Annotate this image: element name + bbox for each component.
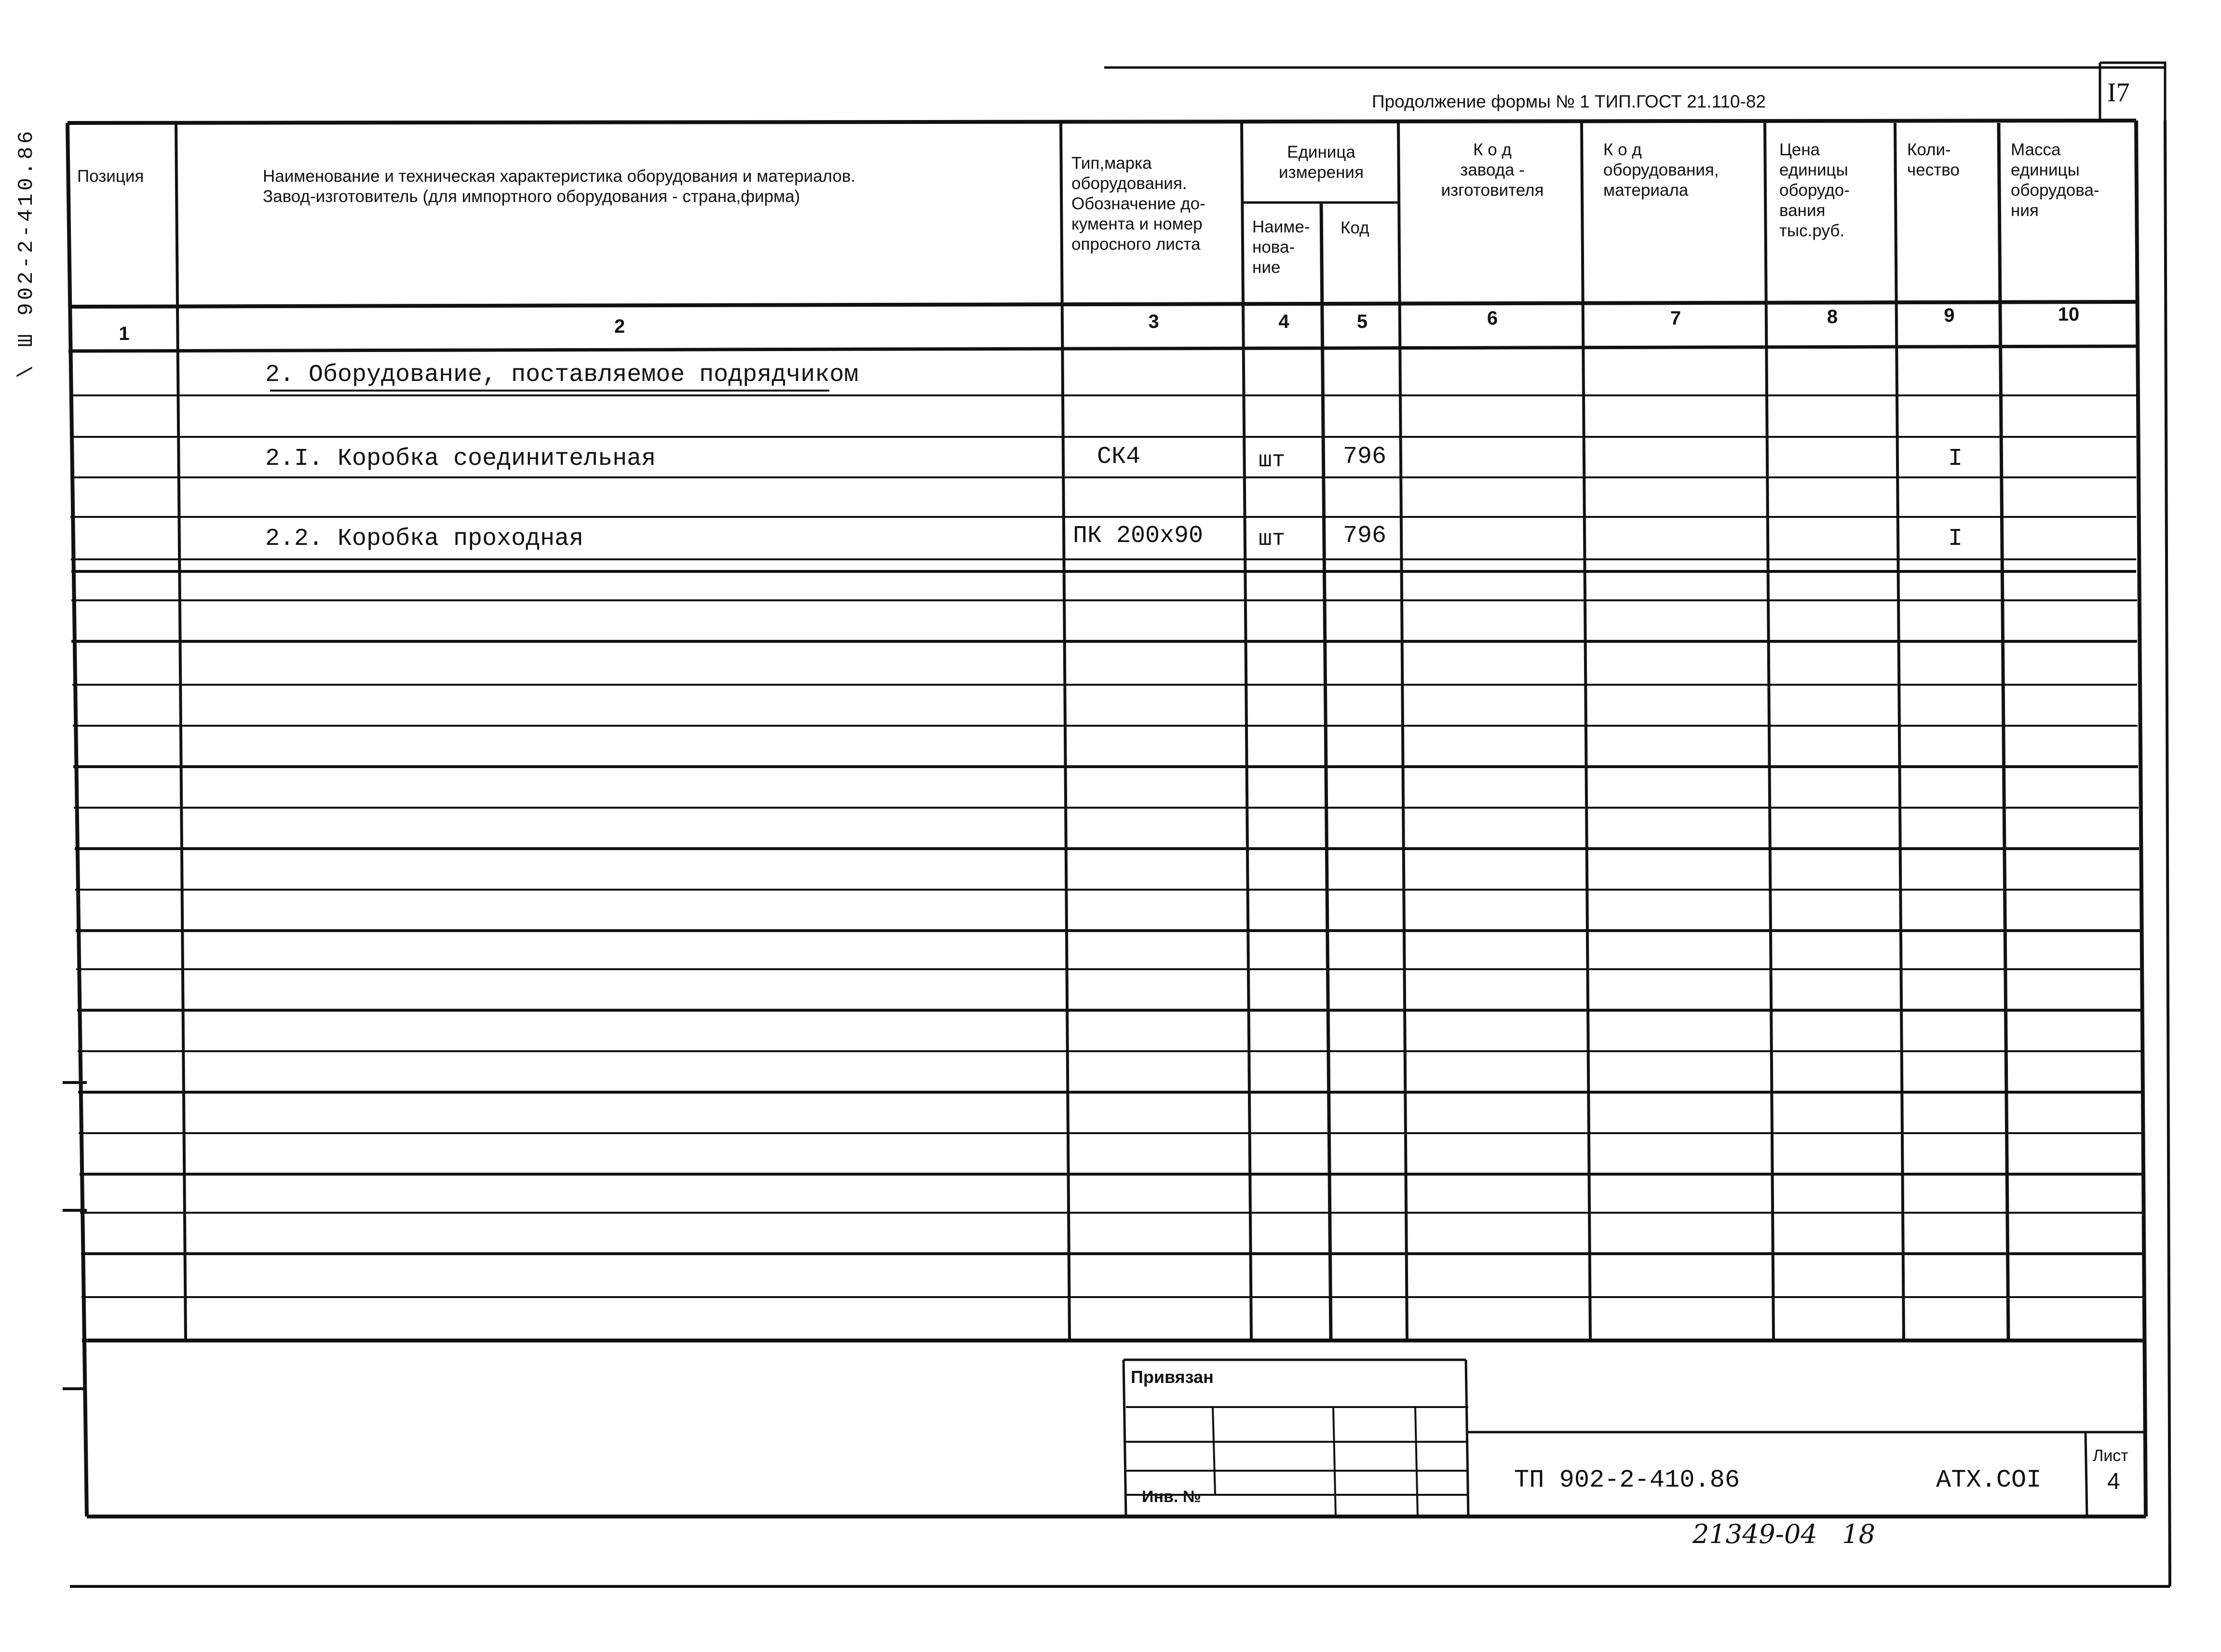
row-2-1-quantity: I — [1948, 445, 1963, 473]
stamp-inventory-label: Инв. № — [1142, 1488, 1201, 1506]
handwritten-archive-number: 21349-04 18 — [1693, 1519, 1875, 1549]
row-2-1-type: СК4 — [1097, 443, 1141, 471]
stamp-privyazan-label: Привязан — [1131, 1367, 1214, 1387]
col-number-3: 3 — [1148, 311, 1159, 332]
margin-stamp: \ Ш 902-2-410.86 — [14, 128, 39, 379]
col-header-equipment-code: К о д оборудования, материала — [1603, 140, 1719, 200]
stamp-sheet-label: Лист — [2093, 1447, 2128, 1465]
col-header-type: Тип,марка оборудования. Обозначение до- кумента и номер опросного листа — [1071, 154, 1205, 254]
stamp-sheet-value: 4 — [2107, 1469, 2120, 1494]
col-header-unit-code: Код — [1341, 218, 1369, 237]
section-title: 2. Оборудование, поставляемое подрядчиком — [265, 361, 859, 389]
col-number-2: 2 — [614, 316, 625, 337]
col-number-6: 6 — [1487, 308, 1498, 329]
col-number-5: 5 — [1356, 311, 1368, 332]
row-2-1-code: 796 — [1343, 443, 1387, 471]
stamp-document-code: ТП 902-2-410.86 — [1514, 1466, 1740, 1494]
col-header-unit: Единица измерения — [1279, 143, 1364, 182]
row-2-2-unit: шт — [1259, 527, 1286, 552]
sheet-number: I7 — [2107, 78, 2130, 108]
stamp-document-section: АТХ.СОI — [1936, 1466, 2042, 1494]
row-2-2-type: ПК 200х90 — [1073, 522, 1204, 550]
col-header-quantity: Коли- чество — [1907, 140, 1960, 179]
col-header-unit-name: Наиме- нова- ние — [1252, 217, 1310, 277]
row-2-2-name: 2.2. Коробка проходная — [265, 525, 584, 553]
col-number-7: 7 — [1670, 308, 1681, 329]
form-header: Продолжение формы № 1 ТИП.ГОСТ 21.110-82 — [1372, 92, 1766, 111]
col-header-name: Наименование и техническая характеристика оборудования и материалов. Завод-изготовитель (для импортного оборудования - страна,фирма) — [263, 167, 856, 206]
col-number-1: 1 — [119, 323, 130, 344]
row-2-2-code: 796 — [1343, 522, 1387, 550]
col-number-4: 4 — [1278, 311, 1289, 332]
col-number-9: 9 — [1944, 305, 1955, 326]
row-2-2-quantity: I — [1948, 525, 1963, 553]
col-header-price: Цена единицы оборудо- вания тыс.руб. — [1779, 140, 1850, 240]
row-2-1-unit: шт — [1259, 448, 1286, 473]
col-number-10: 10 — [2058, 304, 2080, 325]
row-2-1-name: 2.I. Коробка соединительная — [265, 445, 656, 473]
col-number-8: 8 — [1827, 306, 1838, 327]
col-header-position: Позиция — [77, 167, 144, 186]
col-header-plant-code: К о д завода - изготовителя — [1441, 140, 1544, 200]
col-header-mass: Масса единицы оборудова- ния — [2011, 140, 2099, 220]
